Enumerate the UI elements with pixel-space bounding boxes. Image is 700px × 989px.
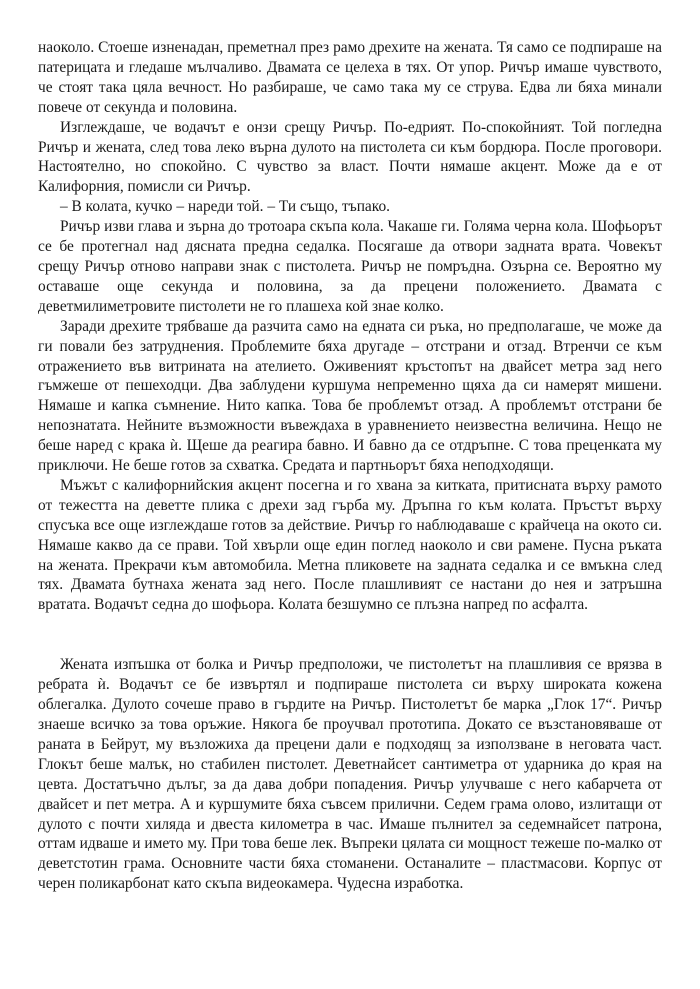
paragraph: Заради дрехите трябваше да разчита само на едната си ръка, но предполагаше, че може да ги повали без затруднения. Проблемите бяха другаде – отстрани и отзад. Втренчи се към отражението във витрината на ателието. Оживеният кръстопът на двайсет метра зад него гъмжеше от пешеходци. Два заблудени куршума непременно щяха да си намерят мишени. Нямаше и капка съмнение. Нито капка. Това бе проблемът отзад. А проблемът отстрани бе непознатата. Нейните възможности въвеждаха в уравнението неизвестна величина. Нещо не беше наред с крака ѝ. Щеше да реагира бавно. И бавно да се отдръпне. С това преценката му приключи. Не беше готов за схватка. Средата и партньорът бяха неподходящи.	[38, 317, 662, 475]
paragraph: Изглеждаше, че водачът е онзи срещу Ричър. По-едрият. По-спокойният. Той погледна Ричър и жената, след това леко върна дулото на пистолета си към бордюра. После проговори. Настоятелно, но спокойно. С чувство за власт. Почти нямаше акцент. Може да е от Калифорния, помисли си Ричър.	[38, 118, 662, 196]
dialogue-line: – В колата, кучко – нареди той. – Ти също, тъпако.	[60, 198, 390, 216]
paragraph: Мъжът с калифорнийския акцент посегна и го хвана за китката, притисната върху рамото от тежестта на деветте плика с дрехи зад гърба му. Дръпна го към колата. Пръстът върху спусъка все още изглеждаше готов за действие. Ричър го наблюдаваше с крайчеца на окото си. Нямаше какво да се прави. Той хвърли още един поглед наоколо и сви рамене. Пусна ръката на жената. Прекрачи към автомобила. Метна пликовете на задната седалка и се вмъкна след тях. Двамата бутнаха жената зад него. После плашливият се настани до нея и затръшна вратата. Водачът седна до шофьора. Колата безшумно се плъзна напред по асфалта.	[38, 476, 662, 614]
text-section-1	[38, 38, 662, 615]
section-break	[38, 615, 662, 655]
document-page	[38, 38, 662, 894]
paragraph: Ричър изви глава и зърна до тротоара скъпа кола. Чакаше ги. Голяма черна кола. Шофьорът се бе протегнал над дясната предна седалка. Посягаше да отвори задната врата. Човекът срещу Ричър отново направи знак с пистолета. Ричър не помръдна. Озърна се. Вероятно му оставаше още секунда и половина, за да прецени положението. Двамата с деветмилиметровите пистолети не го плашеха кой знае колко.	[38, 218, 662, 315]
text-section-2	[38, 655, 662, 894]
paragraph: наоколо. Стоеше изненадан, преметнал през рамо дрехите на жената. Тя само се подпираше на патерицата и гледаше мълчаливо. Двамата се целеха в тях. От упор. Ричър имаше чувството, че стоят така цяла вечност. Но разбираше, че само така му се струва. Едва ли бяха минали повече от секунда и половина.	[38, 39, 662, 116]
paragraph: Жената изпъшка от болка и Ричър предположи, че пистолетът на плашливия се врязва в ребрата ѝ. Водачът се бе извъртял и подпираше пистолета си върху широката кожена облегалка. Дулото сочеше право в гърдите на Ричър. Пистолетът бе марка „Глок 17“. Ричър знаеше всичко за това оръжие. Някога бе проучвал прототипа. Докато се възстановяваше от раната в Бейрут, му възложиха да прецени дали е подходящ за използване в неговата част. Глокът беше малък, но стабилен пистолет. Деветнайсет сантиметра от ударника до края на цевта. Достатъчно дълъг, за да дава добри попадения. Ричър улучваше с него кабарчета от двайсет и пет метра. А и куршумите бяха съвсем прилични. Седем грама олово, излитащи от дулото с почти хиляда и двеста километра в час. Имаше пълнител за седемнайсет патрона, оттам идваше и името му. При това беше лек. Въпреки цялата си мощност тежеше по-малко от деветстотин грама. Основните части бяха стоманени. Останалите – пластмасови. Корпус от черен поликарбонат като скъпа видеокамера. Чудесна изработка.	[38, 656, 662, 893]
